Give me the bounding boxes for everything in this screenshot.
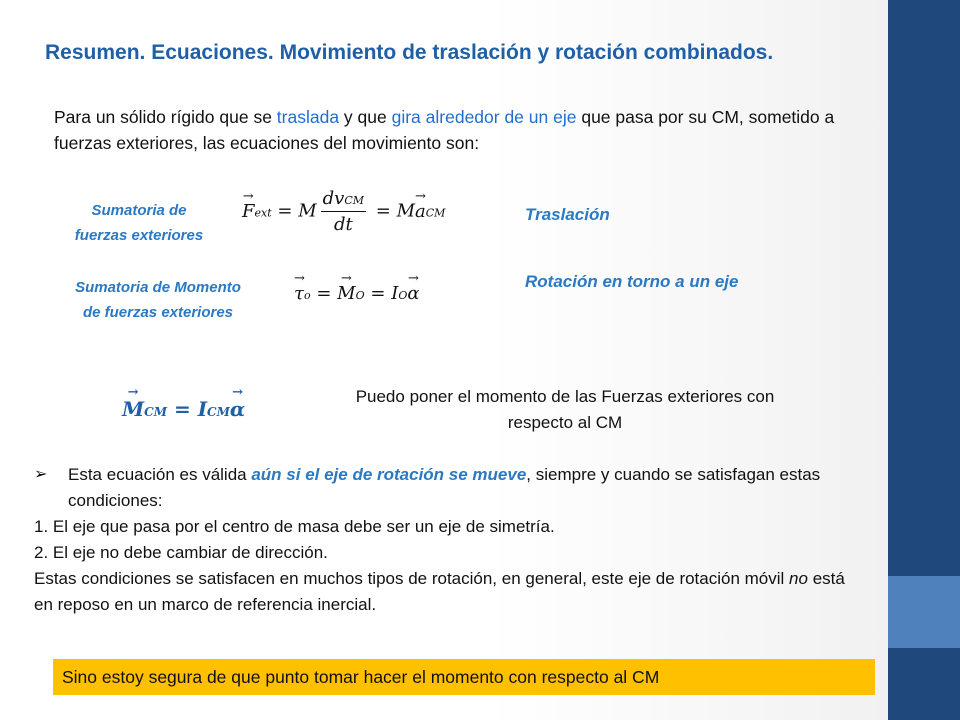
equation-translation: [242, 188, 445, 235]
eq-subscript: ext: [254, 206, 272, 220]
bullet-text: , siempre y cuando se satisfagan estas condiciones:: [68, 465, 821, 510]
intro-paragraph: [54, 104, 854, 156]
eq-symbol: M: [396, 200, 416, 222]
label-moments: Sumatoria de Momento de fuerzas exteriores: [75, 279, 241, 321]
eq-numerator: [321, 188, 366, 212]
intro-highlight-translation: traslada: [276, 107, 340, 127]
label-forces: Sumatoria de fuerzas exteriores: [74, 202, 204, 244]
eq-symbol: =: [370, 283, 386, 304]
intro-text: y que: [339, 107, 392, 127]
eq-symbol: =: [375, 200, 391, 222]
eq-symbol: → α: [407, 283, 419, 304]
eq-subscript: O: [355, 289, 365, 302]
eq-symbol: dv: [322, 188, 345, 209]
eq-subscript: O: [398, 289, 408, 302]
conclusion-paragraph: [34, 566, 854, 618]
eq-symbol: M: [298, 200, 317, 222]
intro-highlight-rotation: gira alrededor de un eje: [391, 107, 577, 127]
eq-symbol: =: [173, 397, 191, 421]
condition-item: 2. El eje no debe cambiar de dirección.: [34, 543, 328, 562]
eq-symbol: → M: [337, 283, 355, 304]
eq-symbol: =: [316, 283, 332, 304]
eq-subscript: CM: [425, 206, 446, 220]
bullet-paragraph: [34, 462, 854, 514]
bullet-emphasis: aún si el eje de rotación se mueve: [251, 465, 527, 484]
eq-subscript: CM: [344, 194, 365, 207]
eq-denominator: dt: [333, 214, 353, 235]
eq-symbol: → τ: [294, 283, 304, 304]
conclusion-emphasis: no: [789, 569, 808, 588]
slide-title: Resumen. Ecuaciones. Movimiento de traslación y rotación combinados.: [45, 41, 774, 64]
equation-cm: [122, 397, 245, 421]
side-bar-accent: [888, 576, 960, 648]
eq-symbol: → F: [242, 201, 255, 222]
conditions-text: [34, 462, 854, 618]
eq-symbol: → a: [415, 201, 426, 222]
condition-item: 1. El eje que pasa por el centro de masa debe ser un eje de simetría.: [34, 517, 555, 536]
eq-subscript: o: [303, 289, 311, 302]
label-rotation: Rotación en torno a un eje: [525, 272, 739, 291]
eq-symbol: → M: [122, 397, 144, 421]
intro-text: Para un sólido rígido que se: [54, 107, 277, 127]
eq-subscript: CM: [207, 405, 230, 419]
equation-rotation: [294, 283, 420, 304]
label-translation: Traslación: [525, 205, 610, 224]
eq-symbol: I: [197, 397, 208, 421]
eq-symbol: I: [391, 283, 399, 304]
conclusion-text: está en reposo en un marco de referencia inercial.: [34, 569, 845, 614]
note-cm: Puedo poner el momento de las Fuerzas exteriores con respecto al CM: [355, 387, 775, 432]
intro-text: que pasa por su CM, sometido a fuerzas exteriores, las ecuaciones del movimiento son:: [54, 107, 835, 153]
eq-symbol: → α: [230, 397, 245, 421]
footer-note: Sino estoy segura de que punto tomar hacer el momento con respecto al CM: [53, 659, 875, 695]
conclusion-text: Estas condiciones se satisfacen en muchos tipos de rotación, en general, este eje de rotación móvil: [34, 569, 790, 588]
eq-symbol: =: [277, 200, 293, 222]
arrow-bullet-icon: ➢: [34, 466, 48, 483]
eq-subscript: CM: [144, 405, 167, 419]
bullet-text: Esta ecuación es válida: [68, 465, 252, 484]
eq-fraction: [321, 188, 366, 235]
